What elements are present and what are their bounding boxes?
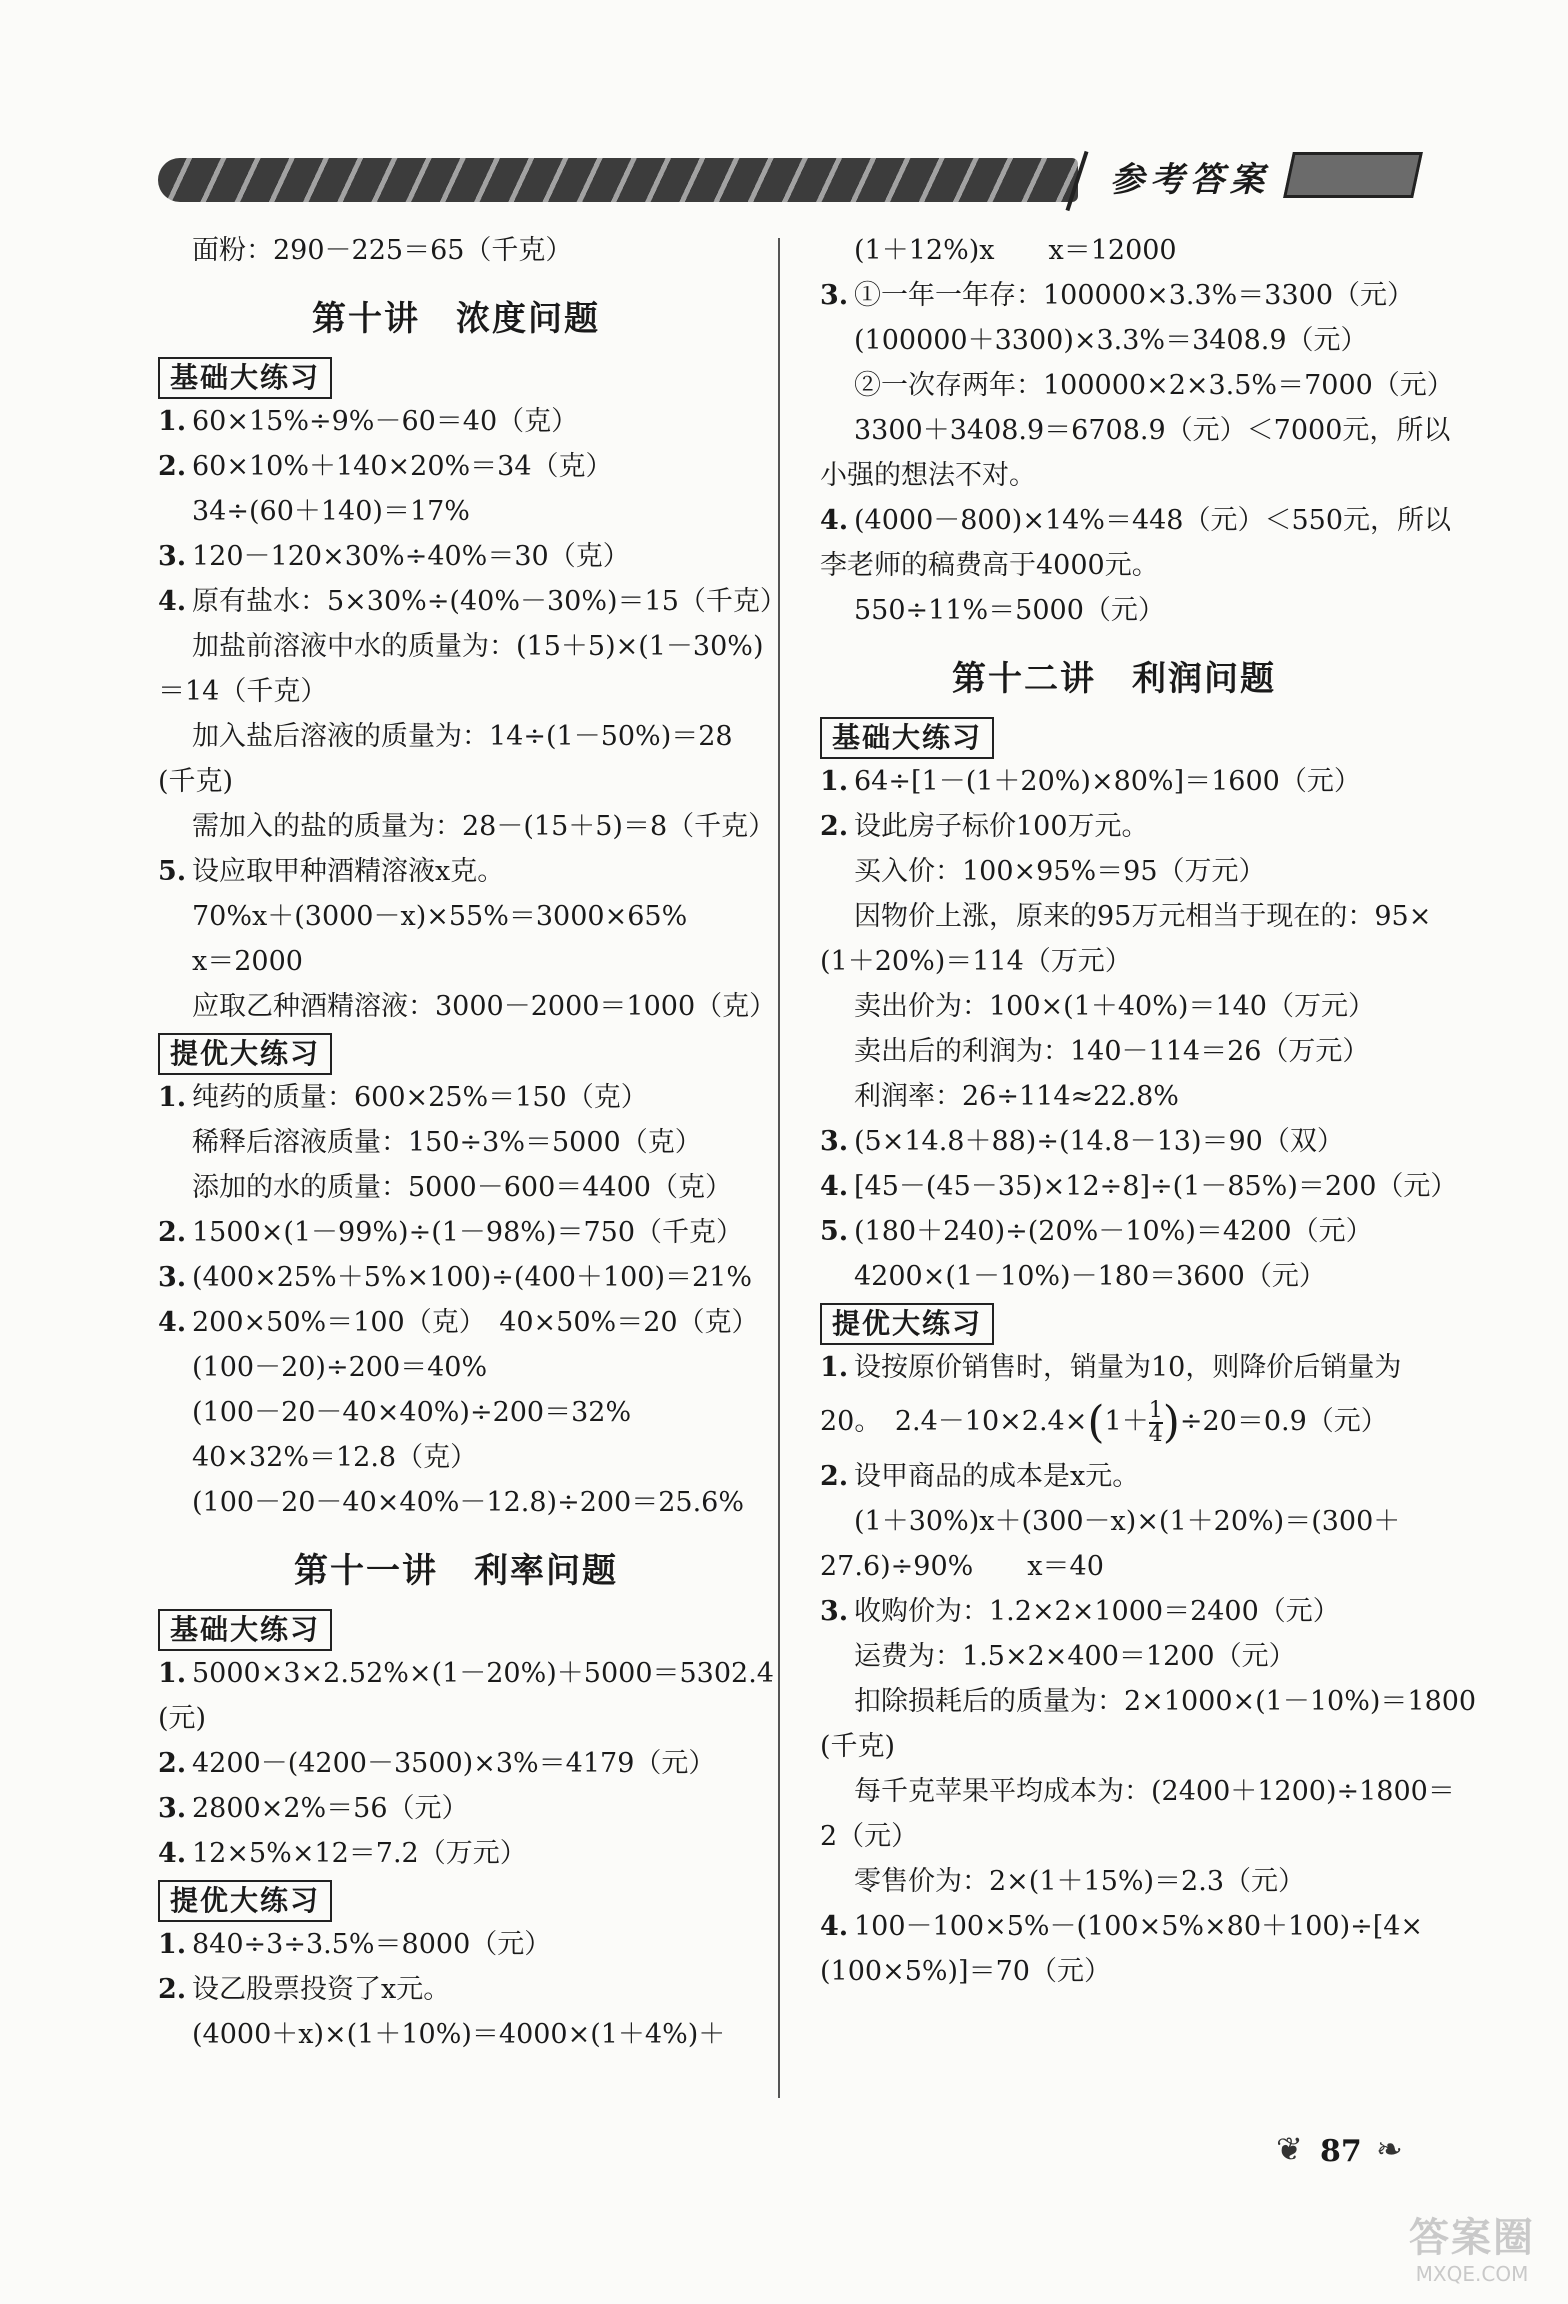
question-number: 3.	[820, 280, 849, 311]
column-divider	[778, 238, 780, 2098]
section-title-lecture-10: 第十讲 浓度问题	[312, 299, 600, 339]
answer-line	[150, 1210, 762, 1255]
answer-line	[812, 804, 1416, 849]
answer-line: (100－20)÷200＝40%	[192, 1352, 488, 1383]
answer-text: ÷20＝0.9（元）	[1179, 1406, 1388, 1437]
answer-line: 零售价为：2×(1＋15%)＝2.3（元）	[854, 1866, 1305, 1897]
answer-list	[150, 1922, 762, 2057]
flourish-right-icon: ❧	[1376, 2130, 1403, 2168]
page-number: 87	[1320, 2134, 1362, 2169]
question-number: 2.	[820, 1461, 849, 1492]
question-number: 1.	[158, 1658, 187, 1689]
watermark-url: MXQE.COM	[1415, 2262, 1529, 2286]
answer-line: 550÷11%＝5000（元）	[854, 595, 1165, 626]
answer-line	[812, 1345, 1416, 1390]
answer-line: 需加入的盐的质量为：28－(15＋5)＝8（千克）	[192, 811, 776, 842]
answer-text: (180＋240)÷(20%－10%)＝4200（元）	[854, 1216, 1373, 1247]
answer-line: (1＋12%)x x＝12000	[854, 235, 1177, 266]
answer-line: 34÷(60＋140)＝17%	[192, 496, 470, 527]
question-number: 2.	[158, 451, 187, 482]
answer-line: 因物价上涨，原来的95万元相当于现在的：95×	[854, 901, 1432, 932]
answer-line	[812, 1904, 1424, 1949]
advanced-practice-label: 提优大练习	[158, 1033, 332, 1075]
answer-line: (1＋20%)＝114（万元）	[820, 946, 1132, 977]
left-column	[150, 228, 787, 2057]
answer-line: x＝2000	[192, 946, 303, 977]
answer-line: 添加的水的质量：5000－600＝4400（克）	[192, 1172, 732, 1203]
answer-text: 收购价为：1.2×2×1000＝2400（元）	[854, 1596, 1340, 1627]
answer-line: 稀释后溶液质量：150÷3%＝5000（克）	[192, 1127, 702, 1158]
answer-line: (4000＋x)×(1＋10%)＝4000×(1＋4%)＋	[192, 2019, 726, 2050]
answer-list	[150, 1075, 762, 1525]
basic-practice-label: 基础大练习	[820, 717, 994, 759]
answer-line	[812, 1119, 1416, 1164]
question-number: 1.	[158, 1929, 187, 1960]
answer-text: 20。 2.4－10×2.4×	[820, 1406, 1088, 1437]
answer-text: 设此房子标价100万元。	[854, 811, 1149, 842]
question-number: 1.	[158, 406, 187, 437]
answer-text: 设甲商品的成本是x元。	[854, 1461, 1140, 1492]
question-number: 1.	[820, 766, 849, 797]
answer-line	[150, 849, 762, 894]
answer-text: 5000×3×2.52%×(1－20%)＋5000＝5302.4	[192, 1658, 774, 1689]
answer-line: (千克)	[158, 766, 234, 797]
answer-line-with-fraction: 20。 2.4－10×2.4×(1＋ $\frac{1}{4}$ )÷20＝0.9（元）	[820, 1397, 1388, 1448]
question-number: 4.	[158, 586, 187, 617]
answer-line	[812, 1164, 1458, 1209]
answer-line: 40×32%＝12.8（克）	[192, 1442, 478, 1473]
answer-list	[812, 1454, 1477, 1994]
question-number: 2.	[158, 1974, 187, 2005]
answer-text: (5×14.8＋88)÷(14.8－13)＝90（双）	[854, 1126, 1344, 1157]
answer-line: 卖出价为：100×(1＋40%)＝140（万元）	[854, 991, 1375, 1022]
answer-text: 原有盐水：5×30%÷(40%－30%)＝15（千克）	[192, 586, 787, 617]
answer-text: 200×50%＝100（克） 40×50%＝20（克）	[192, 1307, 759, 1338]
answer-line: ②一次存两年：100000×2×3.5%＝7000（元）	[854, 370, 1454, 401]
answer-line: (1＋30%)x＋(300－x)×(1＋20%)＝(300＋	[854, 1506, 1401, 1537]
advanced-practice-label: 提优大练习	[820, 1303, 994, 1345]
answer-text: 设乙股票投资了x元。	[192, 1974, 451, 2005]
answer-list	[150, 1651, 774, 1876]
answer-line	[150, 1651, 774, 1696]
section-title-lecture-12: 第十二讲 利润问题	[952, 659, 1276, 699]
advanced-practice-label: 提优大练习	[158, 1880, 332, 1922]
fraction	[1148, 1397, 1163, 1447]
answer-line: (100×5%)]＝70（元）	[820, 1956, 1111, 1987]
answer-text: 120－120×30%÷40%＝30（克）	[192, 541, 630, 572]
question-number: 3.	[158, 541, 187, 572]
answer-line: 利润率：26÷114≈22.8%	[854, 1081, 1179, 1112]
answer-line	[150, 534, 762, 579]
answer-text: 64÷[1－(1＋20%)×80%]＝1600（元）	[854, 766, 1361, 797]
question-number: 3.	[820, 1126, 849, 1157]
answer-line: ＝14（千克）	[158, 676, 328, 707]
answer-line	[812, 1589, 1416, 1634]
watermark-logo: 答案圈	[1409, 2215, 1535, 2261]
answer-line: 每千克苹果平均成本为：(2400＋1200)÷1800＝	[854, 1776, 1455, 1807]
answer-line	[150, 399, 762, 444]
question-number: 2.	[820, 811, 849, 842]
answer-line	[812, 273, 1416, 318]
question-number: 5.	[158, 856, 187, 887]
answer-line: 卖出后的利润为：140－114＝26（万元）	[854, 1036, 1370, 1067]
right-paren: )	[1162, 1397, 1180, 1448]
question-number: 3.	[158, 1262, 187, 1293]
answer-list	[150, 399, 787, 1029]
section-title-lecture-11: 第十一讲 利率问题	[294, 1551, 618, 1591]
answer-line	[150, 1255, 762, 1300]
answer-text: ①一年一年存：100000×3.3%＝3300（元）	[854, 280, 1414, 311]
answer-line	[812, 498, 1452, 543]
answer-text: (4000－800)×14%＝448（元）＜550元，所以	[854, 505, 1452, 536]
fraction-denominator: 4	[1148, 1421, 1163, 1447]
answer-line: 买入价：100×95%＝95（万元）	[854, 856, 1266, 887]
basic-practice-label: 基础大练习	[158, 1609, 332, 1651]
answer-line: 加盐前溶液中水的质量为：(15＋5)×(1－30%)	[192, 631, 764, 662]
watermark	[1392, 2214, 1552, 2294]
answer-line: 加入盐后溶液的质量为：14÷(1－50%)＝28	[192, 721, 733, 752]
answer-text: 纯药的质量：600×25%＝150（克）	[192, 1082, 648, 1113]
header-decorative-box	[1283, 152, 1423, 198]
header-decorative-band	[158, 158, 1078, 202]
answer-line	[150, 1741, 762, 1786]
answer-line	[150, 1831, 762, 1876]
answer-line	[150, 1075, 762, 1120]
left-paren: (	[1087, 1397, 1105, 1448]
question-number: 4.	[820, 1171, 849, 1202]
answer-line: (100－20－40×40%)÷200＝32%	[192, 1397, 632, 1428]
answer-text: 2800×2%＝56（元）	[192, 1793, 469, 1824]
answer-text: [45－(45－35)×12÷8]÷(1－85%)＝200（元）	[854, 1171, 1458, 1202]
question-number: 4.	[820, 1911, 849, 1942]
answer-line: (元)	[158, 1703, 207, 1734]
question-number: 1.	[158, 1082, 187, 1113]
answer-line	[150, 579, 787, 624]
answer-line: 4200×(1－10%)－180＝3600（元）	[854, 1261, 1326, 1292]
answer-list	[812, 228, 1454, 633]
answer-line	[812, 1454, 1416, 1499]
answer-line: 扣除损耗后的质量为：2×1000×(1－10%)＝1800	[854, 1686, 1477, 1717]
answer-text: 1500×(1－99%)÷(1－98%)＝750（千克）	[192, 1217, 744, 1248]
answer-line: 小强的想法不对。	[820, 460, 1036, 491]
answer-list	[812, 759, 1458, 1299]
answer-line: 3300＋3408.9＝6708.9（元）＜7000元，所以	[854, 415, 1451, 446]
answer-line	[812, 1209, 1416, 1254]
basic-practice-label: 基础大练习	[158, 357, 332, 399]
question-number: 3.	[158, 1793, 187, 1824]
answer-line	[150, 1967, 762, 2012]
answer-text: 60×15%÷9%－60＝40（克）	[192, 406, 579, 437]
answer-line: 27.6)÷90% x＝40	[820, 1551, 1104, 1582]
answer-line	[812, 759, 1416, 804]
answer-line	[150, 1786, 762, 1831]
answer-text: 4200－(4200－3500)×3%＝4179（元）	[192, 1748, 716, 1779]
answer-line: (100－20－40×40%－12.8)÷200＝25.6%	[192, 1487, 744, 1518]
header-title: 参考答案	[1110, 160, 1270, 200]
answer-line: 运费为：1.5×2×400＝1200（元）	[854, 1641, 1296, 1672]
answer-line: (千克)	[820, 1731, 896, 1762]
answer-line	[150, 444, 762, 489]
answer-line: 2（元）	[820, 1821, 919, 1852]
question-number: 3.	[820, 1596, 849, 1627]
answer-text: (400×25%＋5%×100)÷(400＋100)＝21%	[192, 1262, 752, 1293]
question-number: 2.	[158, 1748, 187, 1779]
answer-text: 60×10%＋140×20%＝34（克）	[192, 451, 613, 482]
question-number: 4.	[158, 1838, 187, 1869]
question-number: 4.	[820, 505, 849, 536]
answer-line: 应取乙种酒精溶液：3000－2000＝1000（克）	[192, 991, 777, 1022]
question-number: 4.	[158, 1307, 187, 1338]
answer-line	[150, 1922, 762, 1967]
question-number: 2.	[158, 1217, 187, 1248]
answer-text: 12×5%×12＝7.2（万元）	[192, 1838, 527, 1869]
fraction-numerator: 1	[1148, 1397, 1163, 1423]
answer-line: (100000＋3300)×3.3%＝3408.9（元）	[854, 325, 1368, 356]
answer-text: 840÷3÷3.5%＝8000（元）	[192, 1929, 552, 1960]
answer-line: 面粉：290－225＝65（千克）	[192, 235, 573, 266]
answer-line: 李老师的稿费高于4000元。	[820, 550, 1159, 581]
answer-line: 70%x＋(3000－x)×55%＝3000×65%	[192, 901, 688, 932]
flourish-left-icon: ❦	[1276, 2130, 1303, 2168]
answer-line	[150, 1300, 762, 1345]
answer-text: 100－100×5%－(100×5%×80＋100)÷[4×	[854, 1911, 1424, 1942]
right-column	[812, 228, 1477, 1994]
answer-text: 设按原价销售时，销量为10，则降价后销量为	[854, 1352, 1402, 1383]
answer-text: 设应取甲种酒精溶液x克。	[192, 856, 505, 887]
question-number: 5.	[820, 1216, 849, 1247]
question-number: 1.	[820, 1352, 849, 1383]
